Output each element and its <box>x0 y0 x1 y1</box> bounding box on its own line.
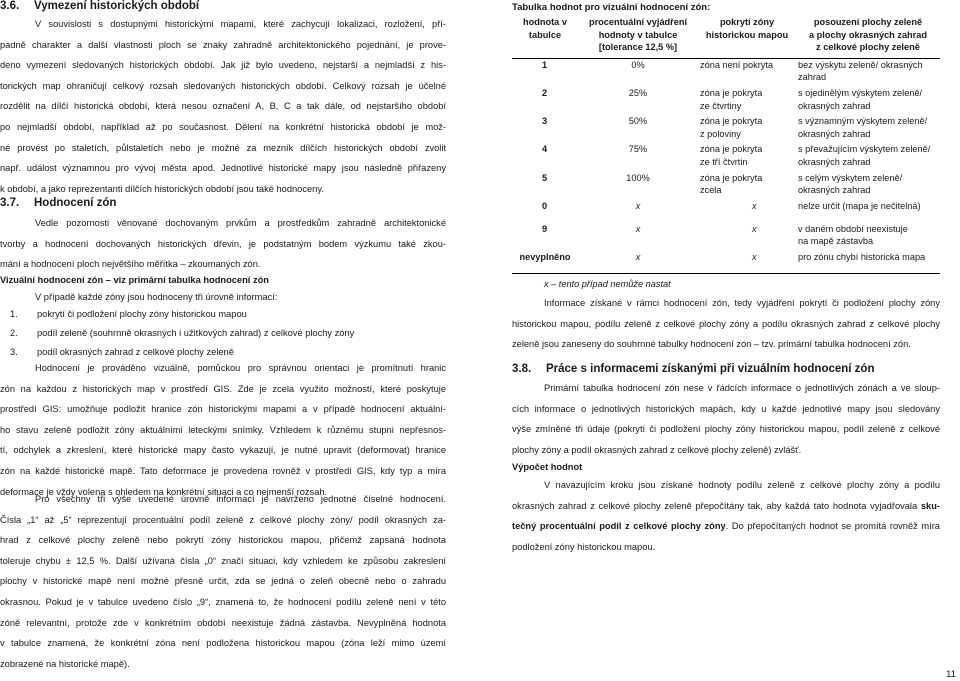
text-line: padně charakter a další vlastnosti ploch se znaky zahradně architektonického pojednání, je prove- <box>0 39 446 50</box>
text-line: plochy v historické mapě není možné přesně určit, zda se jedná o zeleň obecně nebo o zahradu <box>0 576 446 587</box>
calculation-subheading: Výpočet hodnot <box>512 462 583 472</box>
cell-assessment <box>796 220 940 248</box>
cell-text: zóna je pokryta <box>700 172 763 183</box>
section-title: Hodnocení zón <box>34 197 117 209</box>
cell-text: s celým výskytem zeleně/ <box>798 172 903 183</box>
text-line: deformace je vždy volena s ohledem na konkrétní situaci a co nejmenší rozsah. <box>0 486 328 497</box>
table-row <box>512 140 940 168</box>
list-item <box>10 324 354 343</box>
section-title: Práce s informacemi získanými při vizuálním hodnocení zón <box>546 363 875 375</box>
cell-coverage <box>698 169 796 197</box>
text-line: Vedle pozornosti věnované dochovaným prvkům a prostředkům zahradně architektonické <box>35 218 446 228</box>
cell-text: okrasných zahrad <box>798 100 871 111</box>
text-line: po nejmladší období, například až po současnost. Dělení na konkrétní historická období je mož- <box>0 121 446 132</box>
text-line: zón na každé historické mapě. Tato deformace je provedena rovněž v prostředí GIS, kdy typ a míra <box>0 465 446 476</box>
list-item-text: podíl zeleně (souhrnně okrasných i užitkových zahrad) z celkové plochy zóny <box>37 328 355 338</box>
text-line: Primární tabulka hodnocení zón nese v řádcích informace o jednotlivých zónách a ve sloup- <box>544 383 940 393</box>
cell-percent <box>578 169 698 197</box>
cell-text: 3 <box>542 116 548 127</box>
cell-text: 4 <box>542 144 548 155</box>
table-row <box>512 220 940 248</box>
cell-text: 5 <box>542 172 548 183</box>
list-item-number: 3. <box>10 347 18 357</box>
text-line: plochy zóny a podíl okrasných zahrad z celkové plochy zeleně) zvlášť. <box>512 444 802 455</box>
cell-text: zóna je pokryta <box>700 144 763 155</box>
text-line: prostředí GIS: umožňuje podložit hranice zón historickými mapami a v případě hodnocení aktuální- <box>0 404 446 415</box>
cell-text: 0 <box>542 200 548 211</box>
text-span: okrasných zahrad z celkové plochy zeleně přepočítány tak, aby každá tato hodnota vyjadřovala <box>512 500 921 511</box>
cell-text: 9 <box>542 223 548 234</box>
cell-value <box>512 140 578 168</box>
cell-value <box>512 197 578 220</box>
text-line <box>512 496 940 517</box>
table-header-row <box>512 16 940 54</box>
cell-text: bez výskytu zeleně/ okrasných <box>798 59 923 70</box>
table-header-rule <box>512 58 940 59</box>
cell-value <box>512 169 578 197</box>
cell-text: z poloviny <box>700 128 741 139</box>
table-title: Tabulka hodnot pro vizuální hodnocení zón: <box>512 2 711 13</box>
text-line: rozdělit na dílčí historická období, která nesou označení A, B, C a tak dále, od nejstaršího období <box>0 101 446 112</box>
list-item <box>10 305 354 324</box>
cell-coverage <box>698 197 796 220</box>
cell-coverage <box>698 112 796 140</box>
text-line: výše zmíněné tři údaje (pokrytí či podložení plochy zóny historickou mapou, podíl zeleně z celkové <box>512 424 940 435</box>
text-line: Informace získané v rámci hodnocení zón, tedy vyjádření pokrytí či podložení plochy zóny <box>544 298 940 308</box>
table-note: x – tento případ nemůže nastat <box>544 279 671 289</box>
cell-text: zóna je pokryta <box>700 87 763 98</box>
cell-text: x <box>752 223 757 234</box>
table-row <box>512 248 940 266</box>
text-line: Čísla „1“ až „5“ reprezentují procentuální podíl zeleně z celkové plochy zóny/ podíl okrasných za- <box>0 514 446 525</box>
cell-text: okrasných zahrad <box>798 156 871 167</box>
cell-text: 25% <box>628 87 648 98</box>
cell-percent <box>578 220 698 248</box>
text-line: podložení zóny historickou mapou. <box>512 541 656 552</box>
text-line: toleruje chybu ± 12,5 %. Další užívaná čísla „0“ značí situaci, kdy vzhledem ke způsobu zakreslení <box>0 555 446 566</box>
section-number: 3.8. <box>512 363 532 375</box>
cell-assessment <box>796 84 940 112</box>
cell-text: ze čtvrtiny <box>700 100 742 111</box>
text-line: okrasnou. Pokud je v tabulce uvedeno číslo „9“, znamená to, že hodnocení podílu zeleně není v této <box>0 596 446 607</box>
paragraph-calculation <box>512 475 940 557</box>
cell-coverage <box>698 220 796 248</box>
table-row <box>512 112 940 140</box>
cell-text: okrasných zahrad <box>798 128 871 139</box>
paragraph-numeric-scale <box>0 489 446 674</box>
text-line: deno vymezení sledovaných historických období. Jak již bylo uvedeno, nejstarší a nejmladší z his- <box>0 60 446 71</box>
cell-text: v daném období neexistuje <box>798 223 908 234</box>
cell-text: na mapě zástavba <box>798 236 874 247</box>
paragraph-zone-evaluation <box>0 213 446 275</box>
cell-text: x <box>752 200 757 211</box>
text-span: . Do přepočítaných hodnot se promítá rovněž míra <box>725 521 940 532</box>
table-row <box>512 197 940 220</box>
text-line: zobrazené na historické mapě). <box>0 658 130 669</box>
list-item-number: 2. <box>10 328 18 338</box>
cell-assessment <box>796 248 940 266</box>
visual-evaluation-subheading: Vizuální hodnocení zón – viz primární tabulka hodnocení zón <box>0 275 269 285</box>
header-assessment: posouzení plochy zeleně a plochy okrasných zahrad z celkové plochy zeleně <box>809 17 927 53</box>
header-value: hodnota v tabulce <box>523 17 567 40</box>
text-line: zóně relevantní, protože zde v konkrétním období neexistuje žádná zástavba. Nevyplněná hodnota <box>0 617 446 628</box>
header-percent: procentuální vyjádření hodnoty v tabulce [tolerance 12,5 %] <box>588 17 688 53</box>
cell-value <box>512 220 578 248</box>
text-line: mání a hodnocení ploch největšího měřítka – zkoumaných zón. <box>0 259 261 270</box>
section-title: Vymezení historických období <box>34 0 200 12</box>
text-line: V souvislosti s dostupnými historickými mapami, které zachycují lokalizaci, rozložení, pří- <box>35 19 446 29</box>
page-number: 11 <box>946 669 956 680</box>
values-table <box>512 16 940 266</box>
cell-assessment <box>796 140 940 168</box>
cell-percent <box>578 84 698 112</box>
table-bottom-rule <box>512 273 940 274</box>
bold-text: tečný procentuální podíl z celkové plochy zóny <box>512 521 726 532</box>
cell-text: s ojedinělým výskytem zeleně/ <box>798 87 923 98</box>
text-line: Pro všechny tři výše uvedené úrovně informací je navrženo jednotné číselné hodnocení. <box>35 494 446 504</box>
cell-text: okrasných zahrad <box>798 185 871 196</box>
section-3-6-heading <box>0 0 199 15</box>
cell-text: x <box>635 251 641 262</box>
cell-percent <box>578 197 698 220</box>
levels-list <box>10 305 354 362</box>
cell-text: x <box>635 200 641 211</box>
cell-percent <box>578 140 698 168</box>
list-item-text: pokrytí či podložení plochy zóny historickou mapou <box>37 309 247 319</box>
cell-assessment <box>796 169 940 197</box>
cell-value <box>512 248 578 266</box>
text-line: historickou mapou, podílu zeleně z celkové plochy zóny a podílu okrasných zahrad z celkové plochy <box>512 318 940 329</box>
text-line: k období, a jako reprezentanti dílčích historických období jsou také hodnoceny. <box>0 183 324 194</box>
cell-text: zóna je pokryta <box>700 116 763 127</box>
cell-text: 50% <box>628 116 648 127</box>
list-item-number: 1. <box>10 309 18 319</box>
text-line: tvorby a hodnocení dochovaných historických dřevin, je podstatným bodem výzkumu také zkou- <box>0 238 446 249</box>
cell-coverage <box>698 248 796 266</box>
cell-text: zóna není pokryta <box>700 59 774 70</box>
cell-text: nevyplněno <box>519 251 571 262</box>
cell-text: 0% <box>631 59 645 70</box>
cell-text: 2 <box>542 87 548 98</box>
cell-text: zcela <box>700 185 722 196</box>
cell-percent <box>578 112 698 140</box>
paragraph-table-summary <box>512 293 940 355</box>
section-3-7-heading <box>0 194 116 212</box>
text-line <box>512 516 940 537</box>
paragraph-primary-table <box>512 378 940 460</box>
text-line: torických map ohraničují celkový rozsah sledovaných historických období. Celkový rozsah je účelné <box>0 80 446 91</box>
cell-value <box>512 84 578 112</box>
paragraph-historical-periods <box>0 14 446 199</box>
list-item-text: podíl okrasných zahrad z celkové plochy zeleně <box>37 347 234 357</box>
cell-assessment <box>796 112 940 140</box>
cell-text: zahrad <box>798 72 827 83</box>
text-line: zeleně jsou zaneseny do souhrnné tabulky hodnocení zón – tzv. primární tabulka hodnocení zón. <box>512 339 911 350</box>
text-line: např. událost významnou pro vývoj města apod. Jednotlivé historické mapy jsou následně přiřazeny <box>0 163 446 174</box>
cell-text: 1 <box>542 59 548 70</box>
text-line: né provést po staletích, půlstaletích nebo je možné za mezník dílčích historických období zvolit <box>0 142 446 153</box>
cell-text: ze tří čtvrtin <box>700 156 748 167</box>
text-line: V navazujícím kroku jsou získané hodnoty podílu zeleně z celkové plochy zóny a podílu <box>544 480 940 490</box>
text-line: hrad z celkové plochy zeleně nebo pokrytí zóny historickou mapou, přičemž zapsaná hodnota <box>0 535 446 546</box>
cell-text: 75% <box>628 144 648 155</box>
cell-percent <box>578 248 698 266</box>
cell-text: nelze určit (mapa je nečitelná) <box>798 200 921 211</box>
cell-text: pro zónu chybí historická mapa <box>798 251 926 262</box>
text-line: ho stavu zeleně podložit zóny aktuálními leteckými snímky. Vzhledem k různému stupni nepřesnos- <box>0 424 446 435</box>
cell-text: s převažujícím výskytem zeleně/ <box>798 144 931 155</box>
text-line: zón na každou z historických map v prostředí GIS. Zde je zcela využito možností, které poskytuje <box>0 383 446 394</box>
section-number: 3.7. <box>0 197 20 209</box>
section-number: 3.6. <box>0 0 20 12</box>
cell-text: x <box>752 251 757 262</box>
text-line: Hodnocení je prováděno vizuálně, pomůckou pro správnou orientaci je promítnutí hranic <box>35 363 446 373</box>
levels-intro: V případě každé zóny jsou hodnoceny tři úrovně informací: <box>35 292 278 302</box>
paragraph-gis <box>0 358 446 502</box>
header-coverage: pokrytí zóny historickou mapou <box>705 17 789 40</box>
cell-coverage <box>698 84 796 112</box>
text-line: v tabulce znamená, že konkrétní zóna není podložena historickou mapou (zóna leží mimo území <box>0 638 446 649</box>
cell-coverage <box>698 140 796 168</box>
bold-text: sku- <box>920 500 940 511</box>
section-3-8-heading <box>512 360 874 378</box>
cell-assessment <box>796 197 940 220</box>
text-line: tí, odchylek a zkreslení, které historické mapy často vykazují, je nutné upravit (deformovat) hranice <box>0 445 446 456</box>
cell-text: x <box>635 223 641 234</box>
cell-text: s významným výskytem zeleně/ <box>798 116 928 127</box>
cell-value <box>512 112 578 140</box>
cell-text: 100% <box>626 172 650 183</box>
text-line: cích informace o jednotlivých historických mapách, kdy u každé jednotlivé mapy jsou sledovány <box>512 403 940 414</box>
table-row <box>512 84 940 112</box>
table-row <box>512 169 940 197</box>
